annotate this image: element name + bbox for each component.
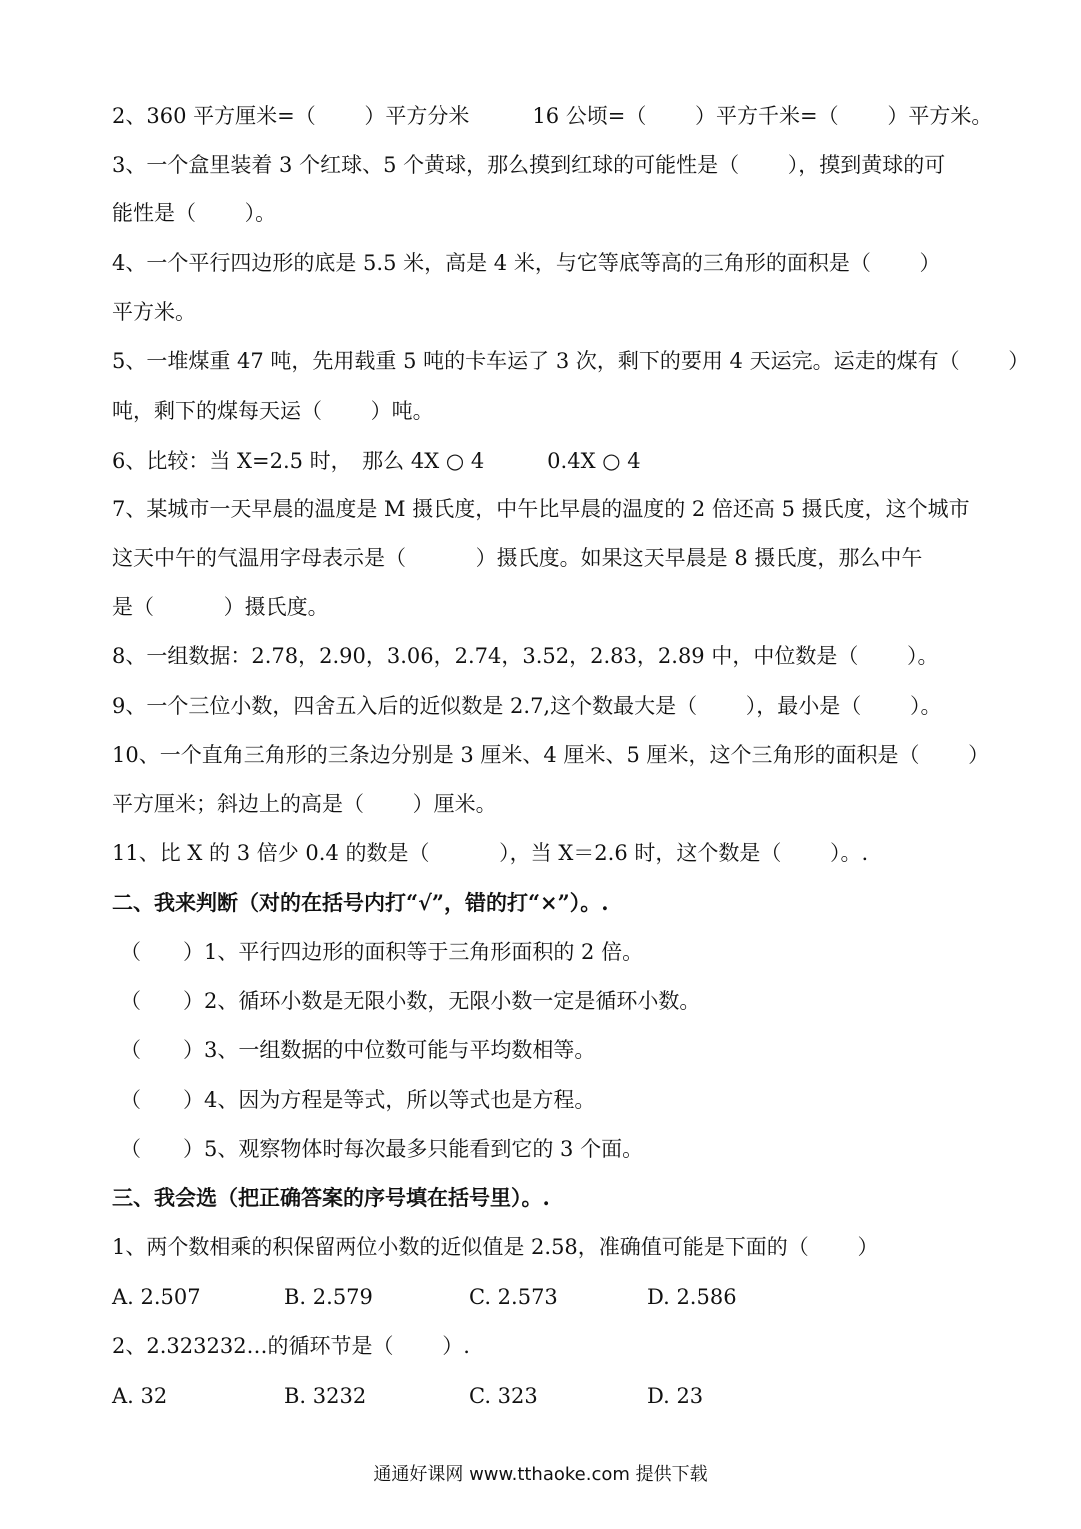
question-4-line-1: 4、一个平行四边形的底是 5.5 米，高是 4 米，与它等底等高的三角形的面积是（ ） bbox=[112, 251, 941, 275]
option-c: C. 2.573 bbox=[469, 1285, 558, 1309]
judge-item-5: （ ）5、观察物体时每次最多只能看到它的 3 个面。 bbox=[120, 1137, 644, 1161]
question-5-line-1: 5、一堆煤重 47 吨，先用载重 5 吨的卡车运了 3 次，剩下的要用 4 天运完。运走的煤有（ ） bbox=[112, 349, 1030, 373]
section-2-heading: 二、我来判断（对的在括号内打“√”，错的打“×”）。. bbox=[112, 890, 609, 915]
choice-question-1-options bbox=[112, 1282, 832, 1312]
option-c: C. 323 bbox=[469, 1384, 538, 1408]
option-a: A. 32 bbox=[112, 1384, 168, 1408]
question-7-line-1: 7、某城市一天早晨的温度是 M 摄氏度，中午比早晨的温度的 2 倍还高 5 摄氏度，这个城市 bbox=[112, 497, 970, 521]
question-5-line-2: 吨，剩下的煤每天运（ ）吨。 bbox=[112, 399, 434, 423]
question-7-line-3: 是（ ）摄氏度。 bbox=[112, 595, 329, 619]
question-7-line-2: 这天中午的气温用字母表示是（ ）摄氏度。如果这天早晨是 8 摄氏度，那么中午 bbox=[112, 546, 923, 570]
question-10-line-2: 平方厘米；斜边上的高是（ ）厘米。 bbox=[112, 792, 497, 816]
judge-item-4: （ ）4、因为方程是等式，所以等式也是方程。 bbox=[120, 1088, 596, 1112]
option-a: A. 2.507 bbox=[112, 1285, 201, 1309]
choice-question-1: 1、两个数相乘的积保留两位小数的近似值是 2.58，准确值可能是下面的（ ） bbox=[112, 1235, 879, 1259]
judge-item-2: （ ）2、循环小数是无限小数，无限小数一定是循环小数。 bbox=[120, 989, 701, 1013]
question-9: 9、一个三位小数，四舍五入后的近似数是 2.7,这个数最大是（ ），最小是（ ）。 bbox=[112, 694, 942, 718]
choice-question-2-options bbox=[112, 1381, 832, 1411]
judge-item-3: （ ）3、一组数据的中位数可能与平均数相等。 bbox=[120, 1038, 596, 1062]
choice-question-2: 2、2.323232…的循环节是（ ）. bbox=[112, 1334, 470, 1358]
section-3-heading: 三、我会选（把正确答案的序号填在括号里）。. bbox=[112, 1185, 550, 1210]
question-10-line-1: 10、一个直角三角形的三条边分别是 3 厘米、4 厘米、5 厘米，这个三角形的面积是（ ） bbox=[112, 743, 990, 767]
question-3-line-1: 3、一个盒里装着 3 个红球、5 个黄球，那么摸到红球的可能性是（ ），摸到黄球的可 bbox=[112, 153, 946, 177]
question-6: 6、比较：当 X=2.5 时， 那么 4X ○ 4 0.4X ○ 4 bbox=[112, 449, 641, 473]
option-b: B. 2.579 bbox=[284, 1285, 373, 1309]
question-2: 2、360 平方厘米=（ ）平方分米 16 公顷=（ ）平方千米=（ ）平方米。 bbox=[112, 104, 993, 128]
option-d: D. 2.586 bbox=[647, 1285, 737, 1309]
judge-item-1: （ ）1、平行四边形的面积等于三角形面积的 2 倍。 bbox=[120, 940, 644, 964]
question-8: 8、一组数据：2.78，2.90，3.06，2.74，3.52，2.83，2.89 中，中位数是（ ）。 bbox=[112, 644, 939, 668]
question-3-line-2: 能性是（ ）。 bbox=[112, 201, 277, 225]
question-4-line-2: 平方米。 bbox=[112, 300, 196, 324]
question-11: 11、比 X 的 3 倍少 0.4 的数是（ ），当 X＝2.6 时，这个数是（ ）。. bbox=[112, 841, 869, 865]
option-b: B. 3232 bbox=[284, 1384, 367, 1408]
page-footer: 通通好课网 www.tthaoke.com 提供下载 bbox=[373, 1464, 708, 1485]
option-d: D. 23 bbox=[647, 1384, 704, 1408]
